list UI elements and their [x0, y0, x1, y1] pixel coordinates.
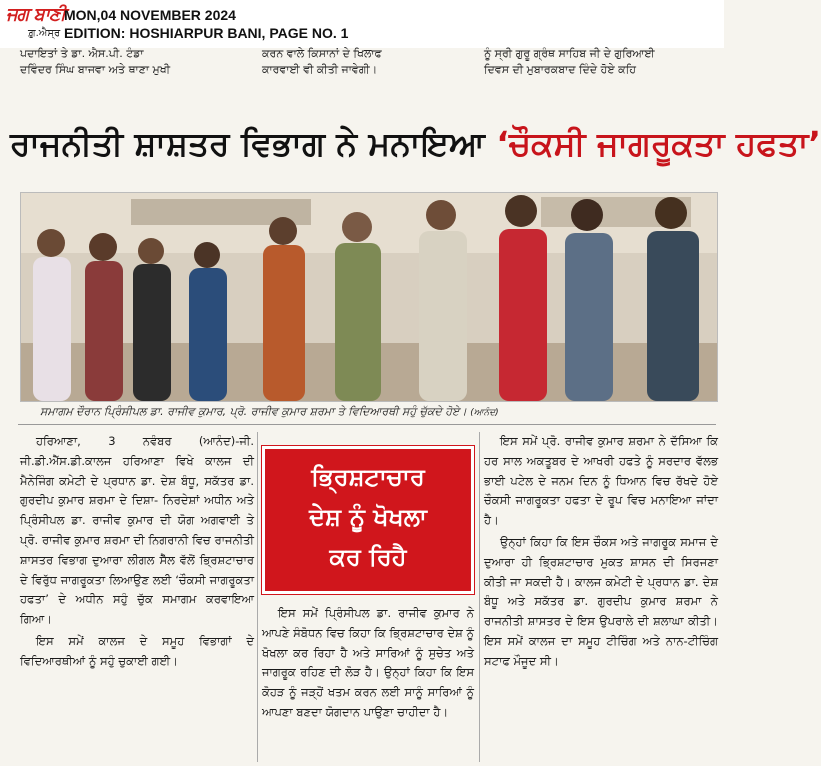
- column-divider: [257, 432, 258, 762]
- article-paragraph: ਉਨ੍ਹਾਂ ਕਿਹਾ ਕਿ ਇਸ ਚੌਕਸ ਅਤੇ ਜਾਗਰੂਕ ਸਮਾਜ ਦੇ ਦੁਆਰਾ ਹੀ ਭ੍ਰਿਸ਼ਟਾਚਾਰ ਮੁਕਤ ਸ਼ਾਸਨ ਦੀ ਸਿਰਜਣਾ ਕੀਤੀ ਜਾ ਸਕਦੀ ਹੈ। ਕਾਲਜ ਕਮੇਟੀ ਦੇ ਪ੍ਰਧਾਨ ਡਾ. ਦੇਸ਼ ਬੰਧੂ ਅਤੇ ਸਕੱਤਰ ਡਾ. ਗੁਰਦੀਪ ਕੁਮਾਰ ਸ਼ਰਮਾ ਨੇ ਰਾਜਨੀਤੀ ਸ਼ਾਸਤਰ ਦੇ ਇਸ ਉਪਰਾਲੇ ਦੀ ਸ਼ਲਾਘਾ ਕੀਤੀ। ਇਸ ਸਮੇਂ ਕਾਲਜ ਦਾ ਸਮੂਹ ਟੀਚਿੰਗ ਅਤੇ ਨਾਨ-ਟੀਚਿੰਗ ਸਟਾਫ ਮੌਜੂਦ ਸੀ।: [484, 534, 718, 668]
- article-column-1: [20, 432, 254, 674]
- group-photo-illustration: [21, 193, 717, 401]
- photo-caption: [40, 404, 700, 421]
- previous-article-fragment: [0, 47, 724, 98]
- fragment-line: ਪਦਾਇਤਾਂ ਤੇ ਡਾ. ਐਸ.ਪੀ. ਟੰਡਾ: [20, 47, 144, 60]
- headline-highlight: ‘ਚੌਕਸੀ ਜਾਗਰੂਕਤਾ ਹਫਤਾ’: [496, 124, 821, 163]
- event-photo: [20, 192, 718, 402]
- logo-subtitle: ਗ਼ੁ.ਐਸ੍ਰ: [28, 28, 61, 39]
- caption-text: ਸਮਾਗਮ ਦੌਰਾਨ ਪ੍ਰਿੰਸੀਪਲ ਡਾ. ਰਾਜੀਵ ਕੁਮਾਰ, ਪ੍ਰੋ. ਰਾਜੀਵ ਕੁਮਾਰ ਸ਼ਰਮਾ ਤੇ ਵਿਦਿਆਰਥੀ ਸਹੁੰ ਚੁੱਕਦੇ ਹੋਏ।: [40, 405, 467, 418]
- fragment-line: ਕਰਨ ਵਾਲੇ ਕਿਸਾਨਾਂ ਦੇ ਖਿਲਾਫ: [262, 47, 382, 60]
- pull-quote-box: [262, 446, 474, 594]
- headline-main: ਰਾਜਨੀਤੀ ਸ਼ਾਸ਼ਤਰ ਵਿਭਾਗ ਨੇ ਮਨਾਇਆ: [10, 124, 497, 163]
- article-column-3: [484, 432, 718, 674]
- pull-quote-line: ਦੇਸ਼ ਨੂੰ ਖੋਖਲਾ: [309, 503, 427, 531]
- caption-divider: [18, 424, 716, 425]
- fragment-col2: [262, 46, 492, 78]
- article-paragraph: ਇਸ ਸਮੇਂ ਪ੍ਰਿੰਸੀਪਲ ਡਾ. ਰਾਜੀਵ ਕੁਮਾਰ ਨੇ ਆਪਣੇ ਸੰਬੋਧਨ ਵਿਚ ਕਿਹਾ ਕਿ ਭ੍ਰਿਸ਼ਟਾਚਾਰ ਦੇਸ਼ ਨੂੰ ਖੋਖਲਾ ਕਰ ਰਿਹਾ ਹੈ ਅਤੇ ਸਾਰਿਆਂ ਨੂੰ ਸੁਚੇਤ ਅਤੇ ਜਾਗਰੂਕ ਰਹਿਣ ਦੀ ਲੋੜ ਹੈ। ਉਨ੍ਹਾਂ ਕਿਹਾ ਕਿ ਇਸ ਕੋਹੜ ਨੂੰ ਜੜ੍ਹੋਂ ਖਤਮ ਕਰਨ ਲਈ ਸਾਨੂੰ ਸਾਰਿਆਂ ਨੂੰ ਆਪਣਾ ਬਣਦਾ ਯੋਗਦਾਨ ਪਾਉਣਾ ਚਾਹੀਦਾ ਹੈ।: [262, 606, 474, 719]
- fragment-col3: [484, 46, 714, 78]
- article-column-2: [262, 604, 474, 725]
- fragment-line: ਕਾਰਵਾਈ ਵੀ ਕੀਤੀ ਜਾਵੇਗੀ।: [262, 63, 378, 76]
- column-divider: [479, 432, 480, 762]
- article-paragraph: ਇਸ ਸਮੇਂ ਪ੍ਰੋ. ਰਾਜੀਵ ਕੁਮਾਰ ਸ਼ਰਮਾ ਨੇ ਦੱਸਿਆ ਕਿ ਹਰ ਸਾਲ ਅਕਤੂਬਰ ਦੇ ਆਖਰੀ ਹਫਤੇ ਨੂੰ ਸਰਦਾਰ ਵੱਲਭ ਭਾਈ ਪਟੇਲ ਦੇ ਜਨਮ ਦਿਨ ਨੂੰ ਧਿਆਨ ਵਿਚ ਰੱਖਦੇ ਹੋਏ ਚੌਕਸੀ ਜਾਗਰੂਕਤਾ ਹਫਤਾ ਦੇ ਰੂਪ ਵਿਚ ਮਨਾਇਆ ਜਾਂਦਾ ਹੈ।: [484, 434, 718, 528]
- fragment-col1: [20, 46, 250, 78]
- publication-date: MON,04 NOVEMBER 2024: [64, 7, 236, 23]
- newspaper-logo: [6, 4, 66, 44]
- photo-credit: (ਆਨੰਦ): [470, 408, 499, 418]
- fragment-line: ਦਿਵਸ ਦੀ ਮੁਬਾਰਕਬਾਦ ਦਿੰਦੇ ਹੋਏ ਕਹਿ: [484, 63, 636, 76]
- edition-meta: [64, 6, 348, 42]
- fragment-line: ਦਵਿੰਦਰ ਸਿੰਘ ਬਾਜਵਾ ਅਤੇ ਥਾਣਾ ਮੁਖੀ: [20, 63, 171, 76]
- edition-info: EDITION: HOSHIARPUR BANI, PAGE NO. 1: [64, 25, 349, 41]
- article-headline: [10, 104, 821, 184]
- logo-title: ਜਗ ਬਾਣੀ: [6, 4, 66, 25]
- masthead: [0, 0, 724, 48]
- pull-quote-line: ਕਰ ਰਿਹੈ: [329, 543, 407, 571]
- fragment-line: ਨੂੰ ਸ੍ਰੀ ਗੁਰੂ ਗ੍ਰੰਥ ਸਾਹਿਬ ਜੀ ਦੇ ਗੁਰਿਆਈ: [484, 47, 655, 60]
- pull-quote-line: ਭ੍ਰਿਸ਼ਟਾਚਾਰ: [311, 463, 425, 491]
- article-paragraph: ਹਰਿਆਣਾ, 3 ਨਵੰਬਰ (ਆਨੰਦ)-ਜੀ. ਜੀ.ਡੀ.ਐੱਸ.ਡੀ.ਕਾਲਜ ਹਰਿਆਣਾ ਵਿਖੇ ਕਾਲਜ ਦੀ ਮੈਨੇਜਿੰਗ ਕਮੇਟੀ ਦੇ ਪ੍ਰਧਾਨ ਡਾ. ਦੇਸ਼ ਬੰਧੂ, ਸਕੱਤਰ ਡਾ. ਗੁਰਦੀਪ ਕੁਮਾਰ ਸ਼ਰਮਾ ਦੇ ਦਿਸ਼ਾ- ਨਿਰਦੇਸ਼ਾਂ ਅਧੀਨ ਅਤੇ ਪ੍ਰਿੰਸੀਪਲ ਡਾ. ਰਾਜੀਵ ਕੁਮਾਰ ਦੀ ਯੋਗ ਅਗਵਾਈ ਤੇ ਪ੍ਰੋ. ਰਾਜੀਵ ਕੁਮਾਰ ਸ਼ਰਮਾ ਦੀ ਨਿਗਰਾਨੀ ਵਿਚ ਰਾਜਨੀਤੀ ਸ਼ਾਸਤਰ ਵਿਭਾਗ ਦੁਆਰਾ ਲੀਗਲ ਸੈੱਲ ਵੱਲੋਂ ਭ੍ਰਿਸ਼ਟਾਚਾਰ ਦੇ ਵਿਰੁੱਧ ਜਾਗਰੂਕਤਾ ਲਿਆਉਣ ਲਈ ‘ਚੌਕਸੀ ਜਾਗਰੂਕਤਾ ਹਫਤਾ’ ਦੇ ਅਧੀਨ ਸਹੁੰ ਚੁੱਕ ਸਮਾਗਮ ਕਰਵਾਇਆ ਗਿਆ।: [20, 434, 254, 627]
- article-paragraph: ਇਸ ਸਮੇਂ ਕਾਲਜ ਦੇ ਸਮੂਹ ਵਿਭਾਗਾਂ ਦੇ ਵਿਦਿਆਰਥੀਆਂ ਨੂੰ ਸਹੁੰ ਚੁਕਾਈ ਗਈ।: [20, 633, 254, 668]
